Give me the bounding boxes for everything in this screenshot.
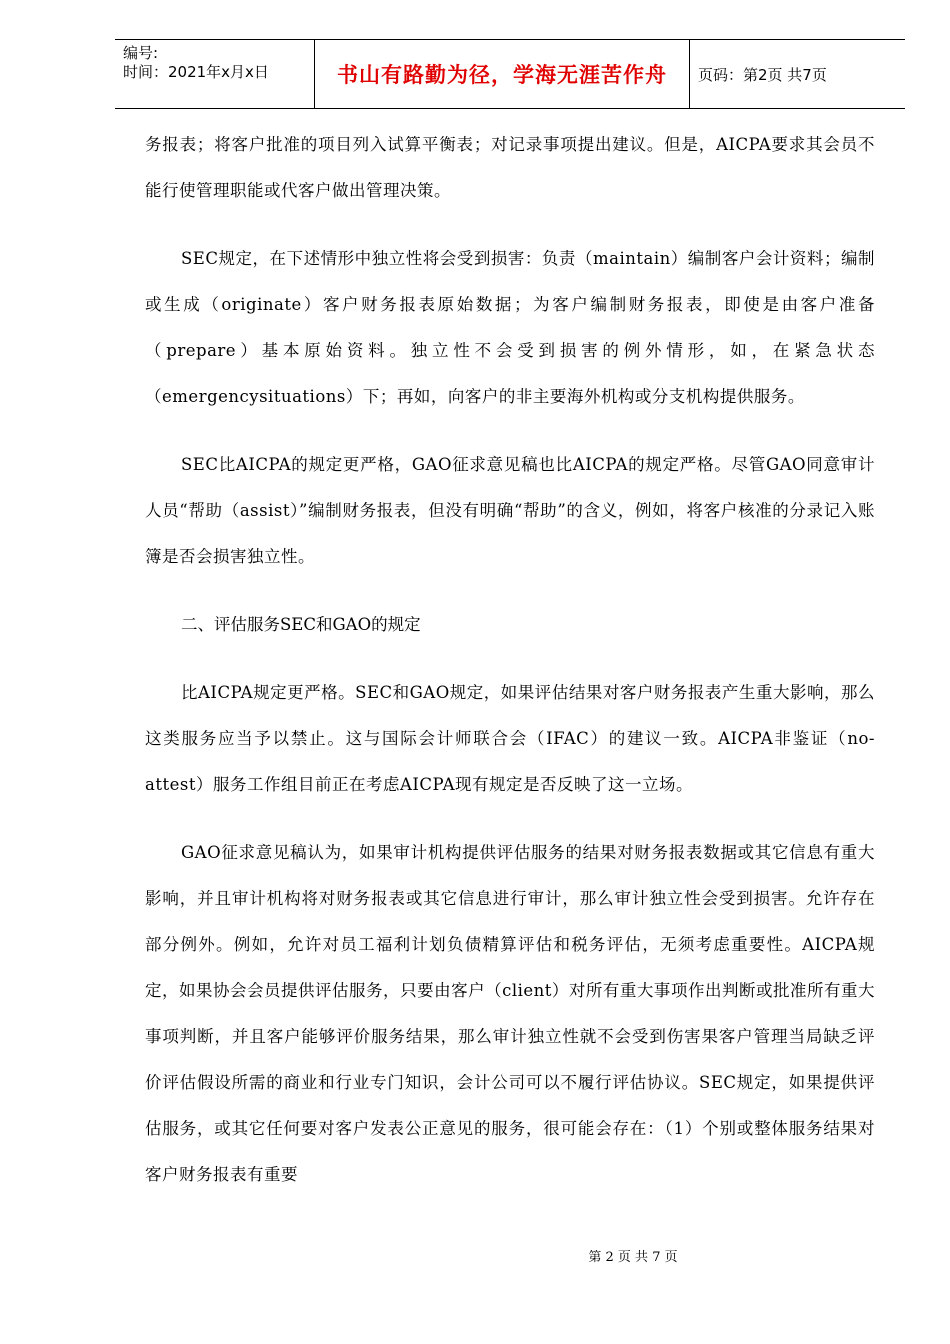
- header-page-number: 页码：第2页 共7页: [698, 65, 827, 84]
- header-meta-cell: [115, 40, 315, 108]
- header-motto: 书山有路勤为径，学海无涯苦作舟: [315, 40, 690, 108]
- section-heading: 二、评估服务SEC和GAO的规定: [181, 615, 421, 634]
- footer-page-number: 第 2 页 共 7 页: [588, 1250, 678, 1265]
- serial-number-label: 编号:: [123, 44, 159, 62]
- paragraph-4: 比AICPA规定更严格。SEC和GAO规定，如果评估结果对客户财务报表产生重大影响，那么这类服务应当予以禁止。这与国际会计师联合会（IFAC）的建议一致。AICPA非鉴证（no-attest）服务工作组目前正在考虑AICPA现有规定是否反映了这一立场。: [145, 683, 875, 794]
- paragraph-5: GAO征求意见稿认为，如果审计机构提供评估服务的结果对财务报表数据或其它信息有重大影响，并且审计机构将对财务报表或其它信息进行审计，那么审计独立性会受到损害。允许存在部分例外。例如，允许对员工福利计划负债精算评估和税务评估，无须考虑重要性。AICPA规定，如果协会会员提供评估服务，只要由客户（client）对所有重大事项作出判断或批准所有重大事项判断，并且客户能够评价服务结果，那么审计独立性就不会受到伤害果客户管理当局缺乏评价评估假设所需的商业和行业专门知识，会计公司可以不履行评估协议。SEC规定，如果提供评估服务，或其它任何要对客户发表公正意见的服务，很可能会存在：（1）个别或整体服务结果对客户财务报表有重要: [145, 843, 875, 1184]
- document-body: [145, 122, 875, 1220]
- page-footer: [0, 1246, 950, 1265]
- paragraph-3: SEC比AICPA的规定更严格，GAO征求意见稿也比AICPA的规定严格。尽管GAO同意审计人员“帮助（assist）”编制财务报表，但没有明确“帮助”的含义，例如，将客户核准的分录记入账簿是否会损害独立性。: [145, 455, 875, 566]
- paragraph-1: 务报表；将客户批准的项目列入试算平衡表；对记录事项提出建议。但是，AICPA要求其会员不能行使管理职能或代客户做出管理决策。: [145, 135, 875, 200]
- document-header: [115, 39, 905, 109]
- date-label: 时间：2021年x月x日: [123, 63, 269, 81]
- paragraph-2: SEC规定，在下述情形中独立性将会受到损害：负责（maintain）编制客户会计资料；编制或生成（originate）客户财务报表原始数据；为客户编制财务报表，即使是由客户准备（prepare）基本原始资料。独立性不会受到损害的例外情形，如，在紧急状态（emergencysituations）下；再如，向客户的非主要海外机构或分支机构提供服务。: [145, 249, 875, 406]
